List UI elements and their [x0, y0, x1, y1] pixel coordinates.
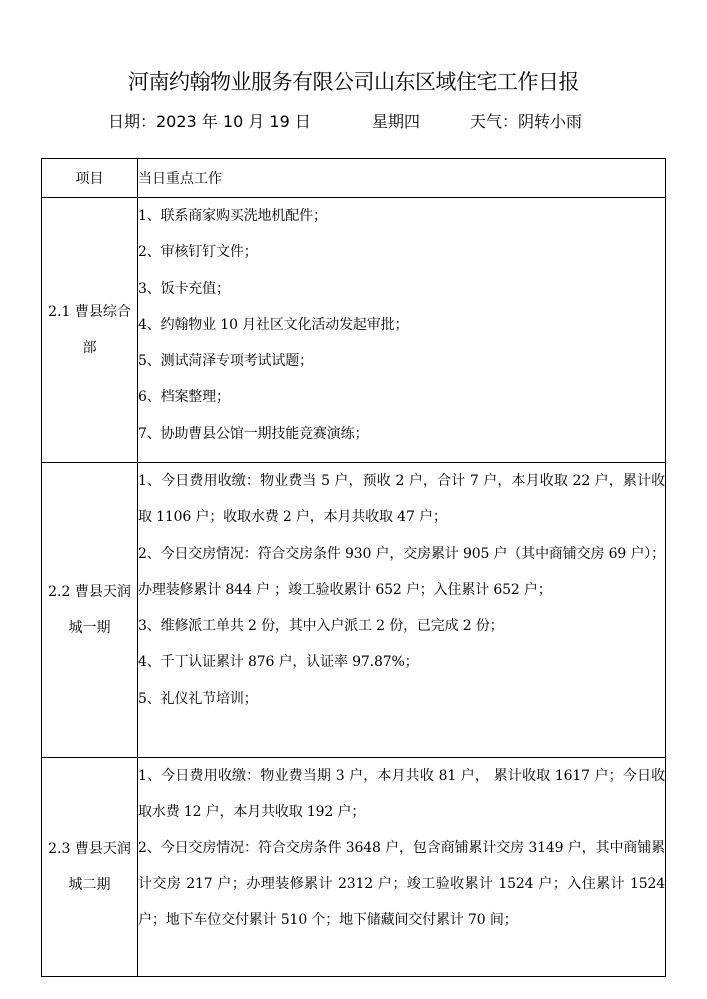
- work-item: 6、档案整理；: [138, 389, 230, 406]
- work-item: 4、千丁认证累计 876 户，认证率 97.87%；: [138, 654, 419, 671]
- work-item: 4、约翰物业 10 月社区文化活动发起审批；: [138, 316, 409, 333]
- department-name: 2.2 曹县天润城一期: [42, 463, 138, 758]
- work-item: 5、测试菏泽专项考试试题；: [138, 353, 313, 370]
- column-header-project: 项目: [42, 159, 138, 198]
- work-report-table: [41, 158, 666, 977]
- report-title: 河南约翰物业服务有限公司山东区域住宅工作日报: [128, 70, 579, 94]
- work-items: [138, 198, 666, 463]
- report-date: 日期：2023 年 10 月 19 日: [108, 112, 311, 131]
- work-item: 1、今日费用收缴：物业费当期 3 户，本月共收 81 户， 累计收取 1617 户；今日收取水费 12 户，本月共收取 192 户；: [138, 768, 665, 820]
- work-item: 2、审核钉钉文件；: [138, 244, 258, 261]
- department-name: 2.3 曹县天润城二期: [42, 758, 138, 977]
- department-name: 2.1 曹县综合部: [42, 198, 138, 463]
- report-weather: 天气：阴转小雨: [470, 112, 583, 131]
- table-header-row: [42, 159, 666, 198]
- work-item: 3、维修派工单共 2 份，其中入户派工 2 份，已完成 2 份；: [138, 618, 504, 635]
- table-row: [42, 463, 666, 758]
- report-weekday: 星期四: [372, 112, 421, 131]
- work-item: 1、联系商家购买洗地机配件；: [138, 208, 327, 224]
- work-item: 3、饭卡充值；: [138, 280, 230, 297]
- column-header-key-work: 当日重点工作: [138, 159, 666, 198]
- work-item: 1、今日费用收缴：物业费当 5 户，预收 2 户，合计 7 户，本月收取 22 户，累计收取 1106 户；收取水费 2 户，本月共收取 47 户；: [138, 473, 665, 526]
- work-item: 2、今日交房情况：符合交房条件 930 户，交房累计 905 户（其中商铺交房 69 户）；办理装修累计 844 户 ；竣工验收累计 652 户；入住累计 652 户；: [138, 545, 665, 598]
- table-row: [42, 758, 666, 977]
- work-item: 7、协助曹县公馆一期技能竞赛演练；: [138, 425, 369, 442]
- work-item: 2、今日交房情况：符合交房条件 3648 户，包含商铺累计交房 3149 户，其中商铺累计交房 217 户；办理装修累计 2312 户；竣工验收累计 1524 户；入住累计 1524 户；地下车位交付累计 510 个；地下储藏间交付累计 70 间；: [138, 840, 665, 928]
- work-items: [138, 463, 666, 758]
- work-item: 5、礼仪礼节培训；: [138, 690, 258, 707]
- work-items: [138, 758, 666, 977]
- table-row: [42, 198, 666, 463]
